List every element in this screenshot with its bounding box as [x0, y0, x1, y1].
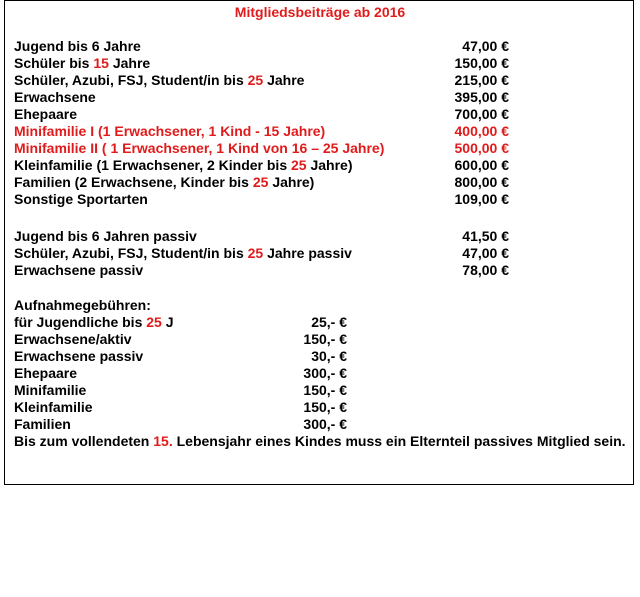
fee-amount: 395,00 €: [454, 89, 509, 105]
passive-fee-amount: 41,50 €: [462, 228, 509, 244]
admission-fee-amount: 300,- €: [303, 365, 347, 381]
passive-fee-label: Jugend bis 6 Jahren passiv: [14, 228, 197, 244]
fee-label: Minifamilie I (1 Erwachsener, 1 Kind - 15 Jahre): [14, 123, 326, 139]
fee-label: Erwachsene: [14, 89, 96, 105]
admission-fee-amount: 30,- €: [311, 348, 347, 364]
fee-label: Sonstige Sportarten: [14, 191, 148, 207]
admission-fee-amount: 150,- €: [303, 382, 347, 398]
fee-amount: 400,00 €: [454, 123, 509, 139]
fee-label: Schüler, Azubi, FSJ, Student/in bis 25 Jahre: [14, 72, 305, 88]
admission-fee-amount: 150,- €: [303, 331, 347, 347]
admission-fee-amount: 25,- €: [311, 314, 347, 330]
fee-amount: 109,00 €: [454, 191, 509, 207]
fee-label: Ehepaare: [14, 106, 78, 122]
note-paragraph: Bis zum vollendeten 15. Lebensjahr eines Kindes muss ein Elternteil passives Mitglied sein.: [14, 433, 626, 449]
passive-fee-label: Schüler, Azubi, FSJ, Student/in bis 25 Jahre passiv: [14, 245, 352, 261]
admission-fee-label: Erwachsene/aktiv: [14, 331, 132, 347]
fee-amount: 700,00 €: [454, 106, 509, 122]
admission-fee-label: für Jugendliche bis 25 J: [14, 314, 174, 330]
admission-fee-label: Minifamilie: [14, 382, 87, 398]
fee-amount: 800,00 €: [454, 174, 509, 190]
passive-fee-amount: 47,00 €: [462, 245, 509, 261]
admission-fee-label: Kleinfamilie: [14, 399, 93, 415]
admission-fee-label: Familien: [14, 416, 71, 432]
page-title: Mitgliedsbeiträge ab 2016: [234, 4, 406, 20]
passive-fee-amount: 78,00 €: [462, 262, 509, 278]
fee-amount: 600,00 €: [454, 157, 509, 173]
fee-label: Familien (2 Erwachsene, Kinder bis 25 Jahre): [14, 174, 315, 190]
fee-amount: 47,00 €: [462, 38, 509, 54]
admission-fee-amount: 150,- €: [303, 399, 347, 415]
admission-fee-label: Ehepaare: [14, 365, 78, 381]
fee-label: Jugend bis 6 Jahre: [14, 38, 141, 54]
fee-amount: 150,00 €: [454, 55, 509, 71]
admission-fee-amount: 300,- €: [303, 416, 347, 432]
fee-label: Schüler bis 15 Jahre: [14, 55, 151, 71]
fee-label: Kleinfamilie (1 Erwachsener, 2 Kinder bis 25 Jahre): [14, 157, 353, 173]
fee-table-frame: Mitgliedsbeiträge ab 2016 Jugend bis 6 Jahre 47,00 € Schüler bis 15 Jahre 150,00 € Schüler, Azubi, FSJ, Student/in bis 25 Jahre 215,00 € Erwachsene 395,00 € Ehepaare 700,00 € Minifamilie I (1 Erwachsener, 1 Kind - 15 Jahre) 400,00 € Minifamilie II ( 1 Erwachsener, 1 Kind von 16 – 25 Jahre) 500,00 € Kleinfamilie (1 Erwachsener, 2 Kinder bis 25 Jahre) 600,00 € Familien (2 Erwachsene, Kinder bis 25 Jahre) 800,00 € Sonstige Sportarten 109,00 € Jugend bis 6 Jahren passiv 41,50 € Schüler, Azubi, FSJ, Student/in bis 25 Jahre passiv 47,00 € Erwachsene passiv 78,00 € Aufnahmegebühren: für Jugendliche bis 25 J 25,- € Erwachsene/aktiv 150,- € Erwachsene passiv 30,- € Ehepaare 300,- € Minifamilie 150,- € Kleinfamilie 150,- € Familien 300,- € Bis zum vollendeten 15. Lebensjahr eines Kindes muss ein Elternteil passives Mitglied sein.: [4, 0, 634, 485]
passive-fee-label: Erwachsene passiv: [14, 262, 144, 278]
admission-fee-label: Erwachsene passiv: [14, 348, 144, 364]
fee-amount: 215,00 €: [454, 72, 509, 88]
fee-amount: 500,00 €: [454, 140, 509, 156]
fee-label: Minifamilie II ( 1 Erwachsener, 1 Kind von 16 – 25 Jahre): [14, 140, 385, 156]
